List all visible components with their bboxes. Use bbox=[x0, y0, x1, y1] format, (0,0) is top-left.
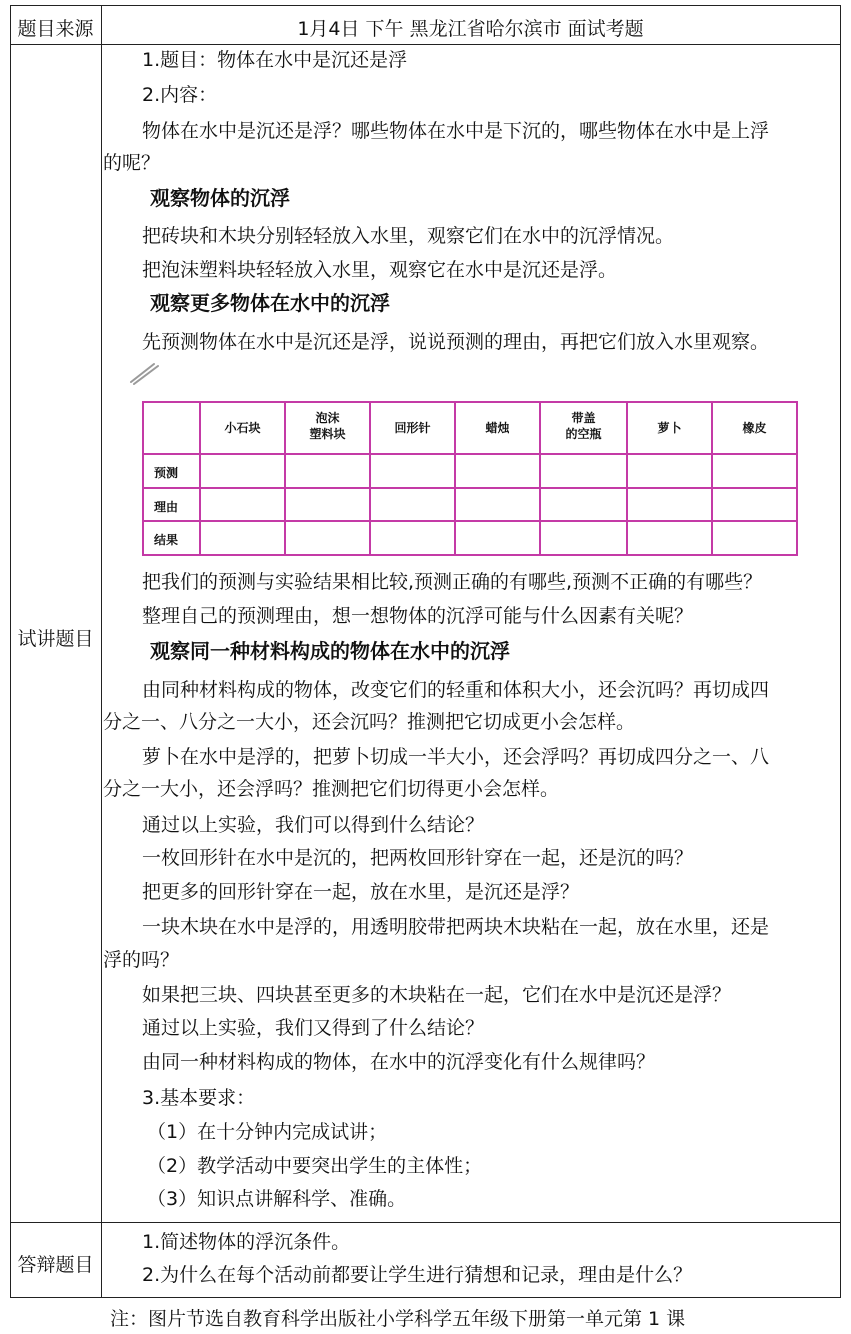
rule-header-bottom bbox=[10, 44, 841, 45]
table-rule bbox=[796, 401, 798, 556]
table-rule bbox=[142, 401, 798, 403]
heading-observe-sink-float: 观察物体的沉浮 bbox=[150, 186, 290, 210]
content-label: 2.内容： bbox=[142, 84, 218, 106]
row-header-predict: 预测 bbox=[154, 466, 179, 480]
requirement-3: （3）知识点讲解科学、准确。 bbox=[147, 1188, 407, 1210]
trial-label: 试讲题目 bbox=[17, 628, 94, 650]
paragraph-radish-1: 萝卜在水中是浮的，把萝卜切成一半大小，还会浮吗？再切成四分之一、八 bbox=[142, 746, 770, 768]
paragraph-conclusion-2: 通过以上实验，我们又得到了什么结论？ bbox=[142, 1017, 485, 1039]
paragraph-more-paperclips: 把更多的回形针穿在一起，放在水里，是沉还是浮？ bbox=[142, 881, 580, 903]
paragraph-conclusion-1: 通过以上实验，我们可以得到什么结论？ bbox=[142, 814, 485, 836]
rule-divider bbox=[101, 5, 102, 1298]
col-header-foam bbox=[286, 410, 369, 442]
source-value: 1月4日 下午 黑龙江省哈尔滨市 面试考题 bbox=[297, 18, 644, 40]
defense-label: 答辩题目 bbox=[17, 1254, 94, 1276]
paragraph-same-material-2: 分之一、八分之一大小，还会沉吗？推测把它切成更小会怎样。 bbox=[103, 711, 636, 733]
col-header-candle: 蜡烛 bbox=[485, 421, 510, 435]
heading-observe-more: 观察更多物体在水中的沉浮 bbox=[150, 291, 390, 315]
col-header-bottle bbox=[541, 410, 626, 442]
rule-right bbox=[840, 5, 841, 1298]
paragraph-brick-wood: 把砖块和木块分别轻轻放入水里，观察它们在水中的沉浮情况。 bbox=[142, 225, 675, 247]
observation-table bbox=[142, 401, 798, 556]
trial-title: 1.题目：物体在水中是沉还是浮 bbox=[142, 49, 408, 71]
table-rule bbox=[142, 453, 798, 455]
col-header-bottle-top: 带盖 bbox=[571, 411, 596, 425]
paragraph-predict: 先预测物体在水中是沉还是浮，说说预测的理由，再把它们放入水里观察。 bbox=[142, 331, 770, 353]
paragraph-foam: 把泡沫塑料块轻轻放入水里，观察它在水中是沉还是浮。 bbox=[142, 259, 618, 281]
paragraph-wood-2: 浮的吗？ bbox=[103, 949, 180, 971]
requirements-label: 3.基本要求： bbox=[142, 1087, 256, 1109]
paragraph-same-material-1: 由同种材料构成的物体，改变它们的轻重和体积大小，还会沉吗？再切成四 bbox=[142, 679, 770, 701]
rule-left bbox=[10, 5, 11, 1298]
row-header-reason: 理由 bbox=[154, 500, 179, 514]
rule-bottom bbox=[10, 1297, 841, 1298]
rule-top bbox=[10, 5, 841, 6]
defense-question-1: 1.简述物体的浮沉条件。 bbox=[142, 1231, 351, 1253]
col-header-foam-bottom: 塑料块 bbox=[309, 427, 346, 442]
footnote: 注：图片节选自教育科学出版社小学科学五年级下册第一单元第 1 课 bbox=[110, 1308, 686, 1330]
table-rule bbox=[142, 487, 798, 489]
paragraph-reasons: 整理自己的预测理由，想一想物体的沉浮可能与什么因素有关呢？ bbox=[142, 605, 694, 627]
defense-question-2: 2.为什么在每个活动前都要让学生进行猜想和记录，理由是什么？ bbox=[142, 1264, 693, 1286]
paragraph-more-wood: 如果把三块、四块甚至更多的木块粘在一起，它们在水中是沉还是浮？ bbox=[142, 984, 732, 1006]
col-header-foam-top: 泡沫 bbox=[315, 411, 340, 425]
intro-line2: 的呢？ bbox=[103, 152, 161, 174]
col-header-eraser: 橡皮 bbox=[742, 421, 767, 435]
paragraph-wood-1: 一块木块在水中是浮的，用透明胶带把两块木块粘在一起，放在水里，还是 bbox=[142, 916, 770, 938]
col-header-stone: 小石块 bbox=[224, 421, 261, 435]
paragraph-paperclip: 一枚回形针在水中是沉的，把两枚回形针穿在一起，还是沉的吗？ bbox=[142, 847, 694, 869]
source-label: 题目来源 bbox=[17, 18, 94, 40]
paperclip-icon bbox=[128, 360, 164, 386]
paragraph-compare: 把我们的预测与实验结果相比较,预测正确的有哪些,预测不正确的有哪些？ bbox=[142, 571, 763, 593]
col-header-paperclip: 回形针 bbox=[394, 421, 431, 435]
col-header-radish: 萝卜 bbox=[657, 421, 682, 435]
table-rule bbox=[142, 520, 798, 522]
rule-trial-bottom bbox=[10, 1222, 841, 1223]
paragraph-pattern: 由同一种材料构成的物体，在水中的沉浮变化有什么规律吗？ bbox=[142, 1051, 656, 1073]
table-rule bbox=[142, 554, 798, 556]
table-rule bbox=[142, 401, 144, 556]
row-header-result: 结果 bbox=[154, 533, 179, 547]
requirement-2: （2）教学活动中要突出学生的主体性； bbox=[147, 1155, 483, 1177]
col-header-bottle-bottom: 的空瓶 bbox=[565, 427, 602, 442]
requirement-1: （1）在十分钟内完成试讲； bbox=[147, 1121, 388, 1143]
heading-same-material: 观察同一种材料构成的物体在水中的沉浮 bbox=[150, 639, 510, 663]
paragraph-radish-2: 分之一大小，还会浮吗？推测把它们切得更小会怎样。 bbox=[103, 778, 560, 800]
intro-line1: 物体在水中是沉还是浮？哪些物体在水中是下沉的，哪些物体在水中是上浮 bbox=[142, 120, 770, 142]
